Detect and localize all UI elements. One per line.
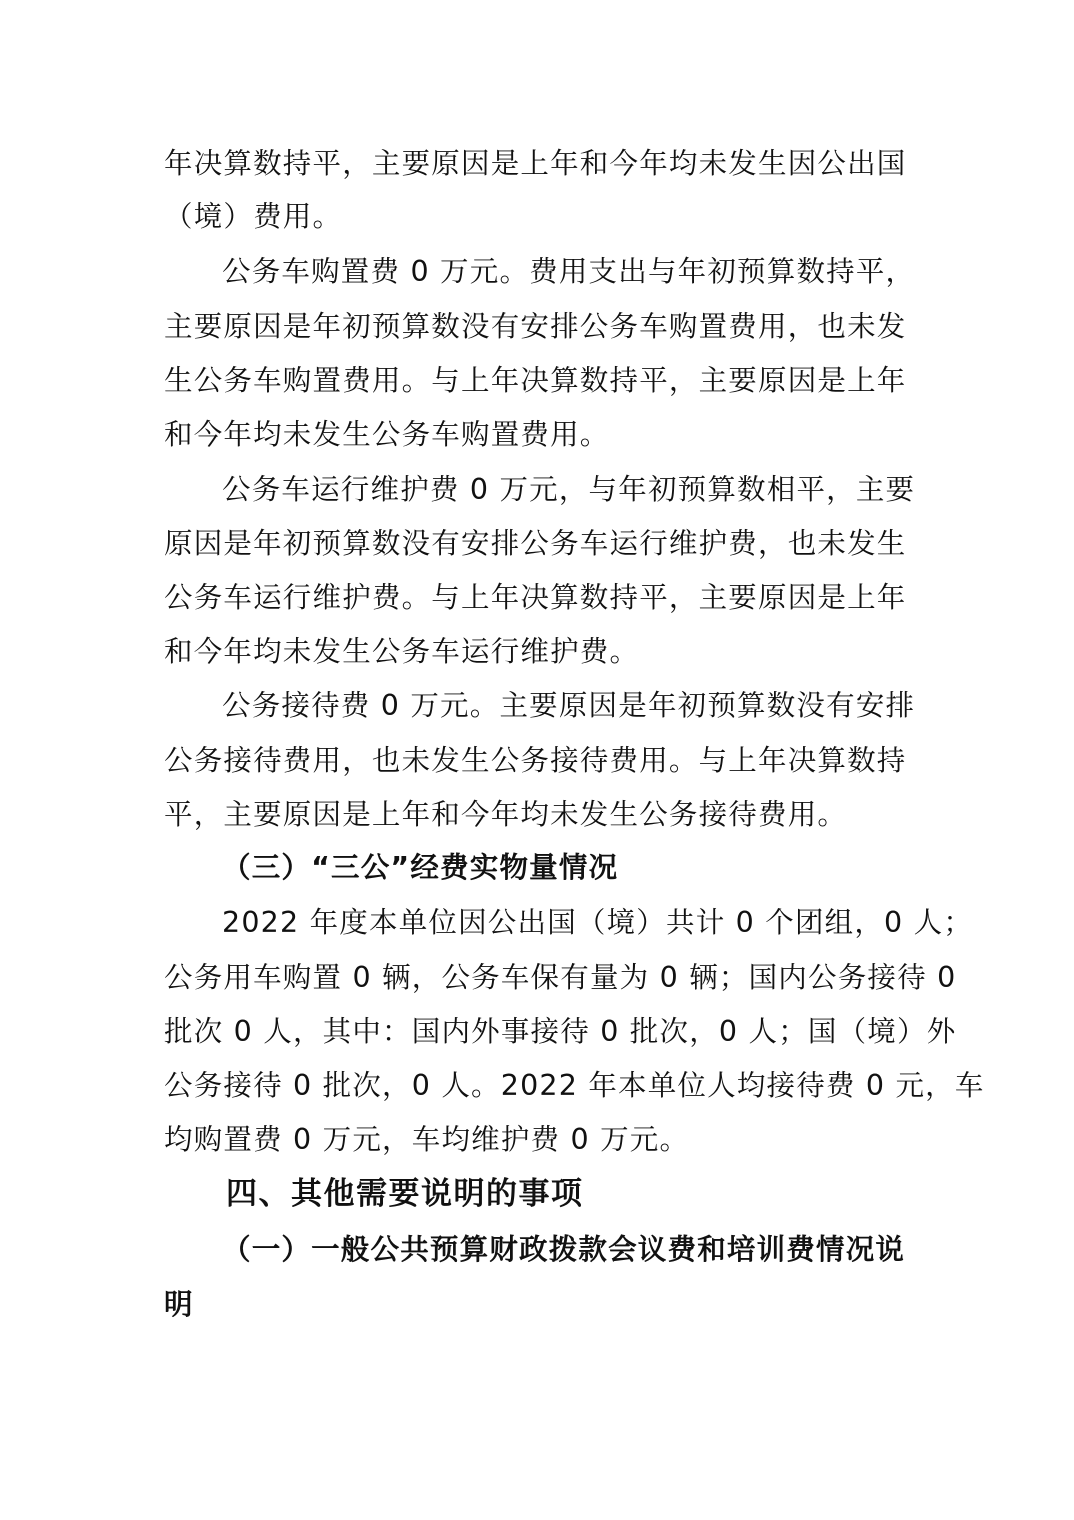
section-heading: （一）一般公共预算财政拨款会议费和培训费情况说 <box>222 1233 906 1266</box>
paragraph-line: 公务接待费 0 万元。主要原因是年初预算数没有安排 <box>222 689 916 722</box>
paragraph-line: （境）费用。 <box>164 200 343 233</box>
paragraph-line: 和今年均未发生公务车购置费用。 <box>164 418 610 451</box>
paragraph-line: 平，主要原因是上年和今年均未发生公务接待费用。 <box>164 798 848 831</box>
paragraph-line: 主要原因是年初预算数没有安排公务车购置费用，也未发 <box>164 310 907 343</box>
section-heading: （三）“三公”经费实物量情况 <box>222 851 619 884</box>
paragraph-line: 公务用车购置 0 辆，公务车保有量为 0 辆；国内公务接待 0 <box>164 961 957 994</box>
paragraph-line: 公务接待 0 批次，0 人。2022 年本单位人均接待费 0 元，车 <box>164 1069 985 1102</box>
section-heading-continuation: 明 <box>164 1288 194 1321</box>
paragraph-line: 原因是年初预算数没有安排公务车运行维护费，也未发生 <box>164 527 907 560</box>
paragraph-line: 2022 年度本单位因公出国（境）共计 0 个团组，0 人； <box>222 906 974 939</box>
chapter-heading: 四、其他需要说明的事项 <box>226 1176 584 1212</box>
paragraph-line: 公务车运行维护费。与上年决算数持平，主要原因是上年 <box>164 581 907 614</box>
paragraph-line: 公务车购置费 0 万元。费用支出与年初预算数持平， <box>222 255 916 288</box>
paragraph-line: 生公务车购置费用。与上年决算数持平，主要原因是上年 <box>164 364 907 397</box>
paragraph-line: 公务接待费用，也未发生公务接待费用。与上年决算数持 <box>164 744 907 777</box>
paragraph-line: 年决算数持平，主要原因是上年和今年均未发生因公出国 <box>164 147 907 180</box>
paragraph-line: 均购置费 0 万元，车均维护费 0 万元。 <box>164 1123 690 1156</box>
paragraph-line: 公务车运行维护费 0 万元，与年初预算数相平，主要 <box>222 473 916 506</box>
paragraph-line: 批次 0 人，其中：国内外事接待 0 批次，0 人；国（境）外 <box>164 1015 957 1048</box>
paragraph-line: 和今年均未发生公务车运行维护费。 <box>164 635 640 668</box>
